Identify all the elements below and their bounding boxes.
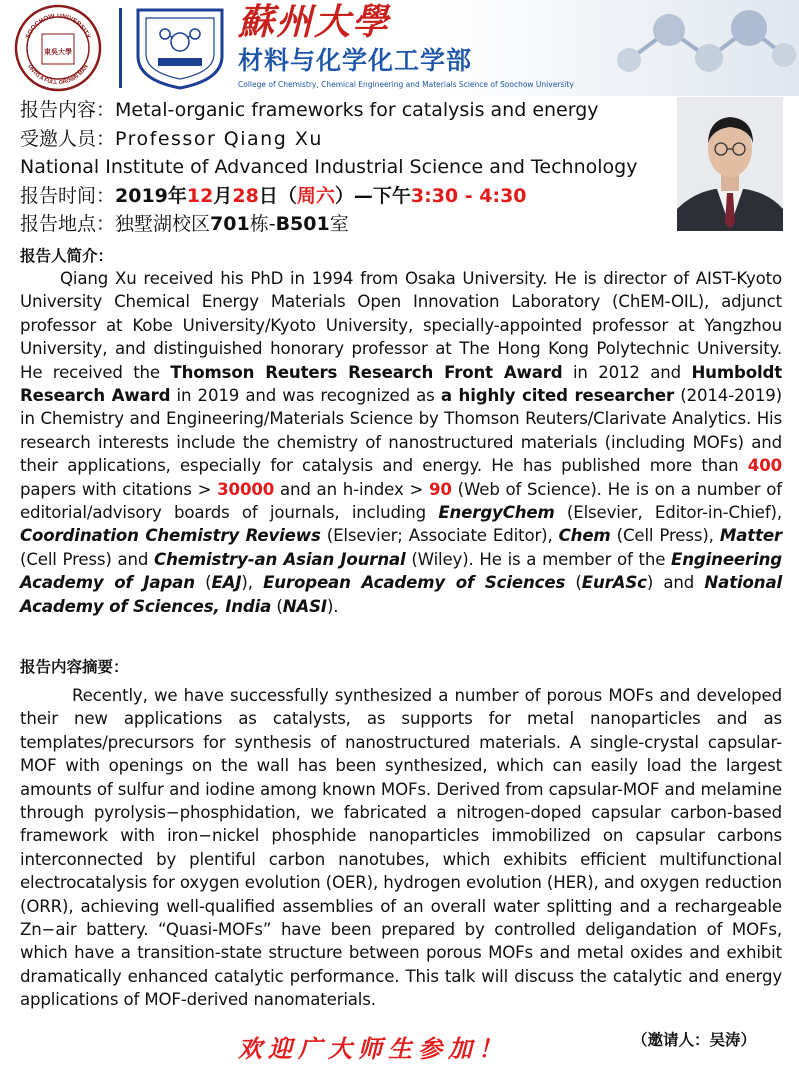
talk-title-row bbox=[20, 96, 680, 125]
speaker-photo bbox=[677, 97, 783, 231]
time-month: 12 bbox=[186, 184, 214, 207]
bio-academy-japan: Engineering Academy of Japan bbox=[20, 549, 782, 593]
bio-academy-japan-abbr: EAJ bbox=[211, 573, 242, 593]
bio-text: ( bbox=[271, 596, 283, 616]
time-separator: ）—下午 bbox=[334, 184, 411, 207]
bio-text: ), bbox=[241, 573, 264, 593]
abstract-paragraph: Recently, we have successfully synthesized a number of porous MOFs and developed their new applications as catalysts, as supports for metal nanoparticles and as templates/precursors for synthesis of nanostructured materials. A single-crystal capsular-MOF with openings on the wall has been synthesized, which can easily load the largest amounts of sulfur and iodine among known MOFs. Derived from capsular-MOF and melamine through pyrolysis−phosphidation, we fabricated a nitrogen-doped capsular carbon-based framework with iron−nickel phosphide nanoparticles immobilized on capsular carbons interconnected by plentiful carbon nanotubes, which exhibits eﬃcient multifunctional electrocatalysis for oxygen evolution (OER), hydrogen evolution (HER), and oxygen reduction (ORR), achieving well-qualiﬁed assemblies of an overall water splitting and a rechargeable Zn−air battery. “Quasi-MOFs” have been prepared by controlled deligandation of MOFs, which have a transition-state structure between porous MOFs and metal oxides and exhibit dramatically enhanced catalytic performance. This talk will discuss the catalytic and energy applications of MOF-derived nanomaterials. bbox=[20, 686, 782, 1010]
time-row bbox=[20, 182, 680, 211]
bio-academy-india-abbr: NASI bbox=[282, 596, 327, 616]
bio-award-thomson: Thomson Reuters Research Front Award bbox=[170, 362, 563, 382]
speaker-affiliation: National Institute of Advanced Industrial Science and Technology bbox=[20, 156, 638, 179]
bio-text: (Cell Press), bbox=[610, 526, 720, 546]
bio-text: (Elsevier, Editor-in-Chief), bbox=[554, 503, 782, 523]
place-row bbox=[20, 210, 680, 239]
place-campus: 独墅湖校区 bbox=[115, 213, 211, 236]
bio-text: and an h-index > bbox=[274, 479, 430, 499]
bio-award-humboldt: Humboldt Research Award bbox=[20, 362, 783, 406]
talk-info bbox=[20, 96, 680, 239]
bio-text: (Web of Science). He is on a number of editorial/advisory boards of journals, including bbox=[20, 479, 782, 523]
place-building: 701 bbox=[210, 213, 250, 236]
bio-text: papers with citations > bbox=[20, 479, 218, 499]
time-range: 3:30 - 4:30 bbox=[410, 184, 527, 207]
bio-text: in 2019 and was recognized as bbox=[170, 386, 441, 406]
seal-bottom-text: UNTO A FULL GROWN MAN bbox=[26, 63, 90, 87]
inviter-note: （邀请人：吴涛） bbox=[632, 1031, 757, 1049]
bio-journal-ccr: Coordination Chemistry Reviews bbox=[20, 526, 321, 546]
bio-academy-europe-abbr: EurASc bbox=[581, 573, 647, 593]
seal-top-text: SOOCHOW UNIVERSITY bbox=[24, 12, 92, 40]
bio-text: Qiang Xu received his PhD in 1994 from Osaka University. He is director of AIST-Kyoto University Chemical Energy Materials Open Innovation Laboratory (ChEM-OIL), adjunct professor at Kobe University/Kyoto University, specially-appointed professor at Yangzhou University, and distinguished honorary professor at The Hong Kong Polytechnic University. He received the bbox=[20, 269, 782, 382]
affiliation-row bbox=[20, 153, 680, 182]
speaker-row bbox=[20, 125, 680, 154]
header-banner bbox=[0, 0, 799, 96]
bio-text: (2014-2019) in Chemistry and Engineering/Materials Science by Thomson Reuters/Clarivate Analytics. His research interests include the chemistry of nanostructured materials (including MOFs) and their applications, especially for catalysis and energy. He has published more than bbox=[20, 386, 782, 476]
bio-h-index: 90 bbox=[429, 479, 452, 499]
bio-journal-energychem: EnergyChem bbox=[438, 503, 555, 523]
place-label: 报告地点： bbox=[20, 213, 116, 236]
college-name: 材料与化学化工学部 bbox=[238, 46, 473, 75]
bio-text: in 2012 and bbox=[562, 362, 692, 382]
time-year: 2019年 bbox=[115, 184, 187, 207]
abstract-heading: 报告内容摘要： bbox=[20, 658, 129, 676]
place-room: B501 bbox=[275, 213, 330, 236]
talk-title-label: 报告内容： bbox=[20, 99, 116, 121]
bio-text: ) and bbox=[646, 573, 705, 593]
bio-heading: 报告人简介： bbox=[20, 247, 114, 265]
bio-highly-cited: a highly cited researcher bbox=[440, 386, 675, 406]
place-room-unit: 室 bbox=[329, 213, 349, 236]
bio-text: (Elsevier; Associate Editor), bbox=[320, 526, 559, 546]
bio-academy-india: National Academy of Sciences, India bbox=[20, 573, 783, 616]
bio-text: ( bbox=[194, 573, 212, 593]
talk-title: Metal-organic frameworks for catalysis and energy bbox=[115, 99, 599, 121]
welcome-banner: 欢迎广大师生参加！ bbox=[238, 1034, 508, 1063]
time-month-unit: 月 bbox=[213, 184, 233, 207]
bio-journal-matter: Matter bbox=[719, 526, 782, 546]
bio-journal-chem: Chem bbox=[558, 526, 611, 546]
bio-paragraph bbox=[20, 267, 782, 618]
bio-text: ( bbox=[565, 573, 582, 593]
college-shield-logo bbox=[132, 6, 228, 90]
college-english-name: College of Chemistry, Chemical Engineering and Materials Science of Soochow University bbox=[238, 80, 574, 89]
place-building-unit: 栋- bbox=[249, 213, 276, 236]
speaker-label: 受邀人员： bbox=[20, 127, 116, 150]
bio-text: (Cell Press) and bbox=[20, 549, 155, 569]
molecule-decoration bbox=[599, 0, 799, 96]
time-label: 报告时间： bbox=[20, 184, 116, 207]
bio-text: (Wiley). He is a member of the bbox=[405, 549, 672, 569]
bio-paper-count: 400 bbox=[747, 456, 782, 476]
bio-academy-europe: European Academy of Sciences bbox=[263, 573, 566, 593]
seal-center-text: 東吳大學 bbox=[44, 48, 72, 56]
time-day-unit: 日（ bbox=[258, 184, 297, 207]
university-seal-logo bbox=[14, 4, 102, 92]
bio-journal-asian: Chemistry-an Asian Journal bbox=[154, 549, 406, 569]
header-divider bbox=[119, 8, 122, 88]
university-calligraphy: 蘇州大學 bbox=[238, 1, 391, 43]
bio-citation-count: 30000 bbox=[217, 479, 275, 499]
time-weekday: 周六 bbox=[296, 184, 335, 207]
bio-text: ). bbox=[326, 596, 339, 616]
time-day: 28 bbox=[232, 184, 259, 207]
speaker-name: Professor Qiang Xu bbox=[115, 127, 323, 150]
